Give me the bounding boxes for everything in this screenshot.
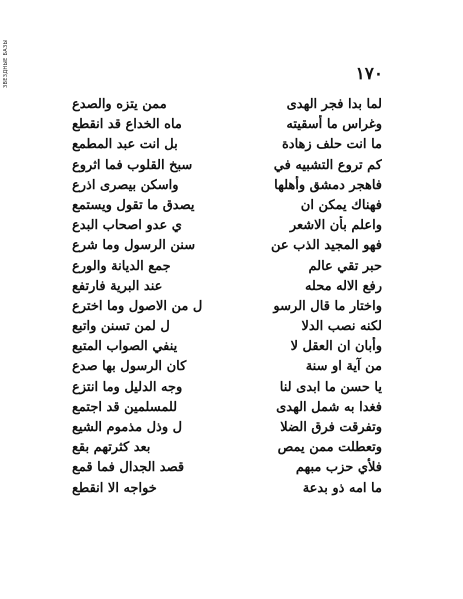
verse-first-hemistich: واختار ما قال الرسو	[273, 298, 382, 314]
verse-line	[72, 418, 382, 438]
verse-second-hemistich: سبخ القلوب فما اثروع	[72, 157, 193, 173]
verse-first-hemistich: واعلم بأن الاشعر	[289, 218, 382, 234]
verse-second-hemistich: ممن يتزه والصدع	[72, 97, 167, 112]
verse-line	[72, 458, 382, 478]
verse-first-hemistich: كم تروع التشبيه في	[273, 157, 382, 173]
verse-first-hemistich: لكنه نصب الدلا	[301, 319, 382, 335]
verse-first-hemistich: وتفرقت فرق الضلا	[280, 420, 382, 435]
verse-second-hemistich: وجه الدليل وما انتزع	[72, 379, 183, 395]
verse-second-hemistich: كان الرسول بها صدع	[72, 359, 187, 375]
verse-line	[72, 196, 382, 216]
verse-line	[72, 357, 382, 377]
verse-second-hemistich: سنن الرسول وما شرع	[72, 238, 196, 254]
verse-first-hemistich: ما انت حلف زهادة	[282, 137, 382, 153]
verse-second-hemistich: بل انت عبد المطمع	[72, 137, 178, 153]
poem-body	[72, 95, 382, 499]
verse-second-hemistich: للمسلمين قد اجتمع	[72, 399, 178, 415]
verse-first-hemistich: فلأي حزب مبهم	[295, 460, 382, 476]
verse-line	[72, 135, 382, 155]
verse-line	[72, 156, 382, 176]
verse-first-hemistich: يا حسن ما ابدى لنا	[279, 379, 382, 395]
verse-first-hemistich: فاهجر دمشق وأهلها	[274, 177, 382, 193]
verse-line	[72, 216, 382, 236]
verse-second-hemistich: جمع الديانة والورع	[72, 258, 171, 274]
verse-second-hemistich: عند البرية فارتفع	[72, 278, 163, 294]
verse-line	[72, 277, 382, 297]
verse-line	[72, 115, 382, 135]
verse-first-hemistich: رفع الاله محله	[304, 278, 382, 294]
verse-first-hemistich: وغراس ما أسقيته	[286, 117, 382, 133]
verse-first-hemistich: فهو المجيد الذب عن	[270, 238, 382, 254]
verse-second-hemistich: خواجه الا انقطع	[72, 480, 157, 496]
verse-second-hemistich: ل لمن تسنن واتبع	[72, 319, 170, 335]
verse-line	[72, 176, 382, 196]
verse-second-hemistich: ينفي الصواب المتبع	[72, 339, 178, 355]
verse-first-hemistich: حبر تقي عالم	[308, 258, 382, 274]
verse-first-hemistich: وأبان ان العقل لا	[290, 339, 382, 355]
verse-first-hemistich: فغدا به شمل الهدى	[276, 399, 382, 415]
verse-line	[72, 317, 382, 337]
verse-line	[72, 337, 382, 357]
verse-line	[72, 297, 382, 317]
verse-line	[72, 378, 382, 398]
verse-line	[72, 257, 382, 277]
verse-first-hemistich: وتعطلت ممن يمص	[277, 440, 382, 456]
verse-first-hemistich: لما بدا فجر الهدى	[286, 97, 382, 112]
verse-line	[72, 479, 382, 499]
verse-line	[72, 236, 382, 256]
verse-second-hemistich: ماه الخداع قد انقطع	[72, 117, 182, 133]
page-number: ١٧٠	[355, 64, 383, 84]
verse-second-hemistich: قصد الجدال فما قمع	[72, 460, 185, 476]
verse-second-hemistich: واسكن بيصرى اذرع	[72, 177, 179, 193]
verse-second-hemistich: يصدق ما تقول ويستمع	[72, 197, 195, 213]
verse-second-hemistich: ل وذل مذموم الشيع	[72, 420, 183, 435]
verse-second-hemistich: بعد كثرتهم بقع	[72, 440, 151, 456]
verse-first-hemistich: من آية او سنة	[305, 359, 382, 375]
verse-first-hemistich: ما امه ذو بدعة	[302, 480, 382, 496]
verse-first-hemistich: فهناك يمكن ان	[300, 197, 382, 213]
side-label: ЗВЕЗДНЫЕ БАЗЫ	[3, 39, 9, 88]
verse-line	[72, 95, 382, 115]
verse-line	[72, 398, 382, 418]
verse-second-hemistich: ل من الاصول وما اخترع	[72, 298, 203, 314]
verse-line	[72, 438, 382, 458]
verse-second-hemistich: ي عدو اصحاب البدع	[72, 218, 182, 234]
